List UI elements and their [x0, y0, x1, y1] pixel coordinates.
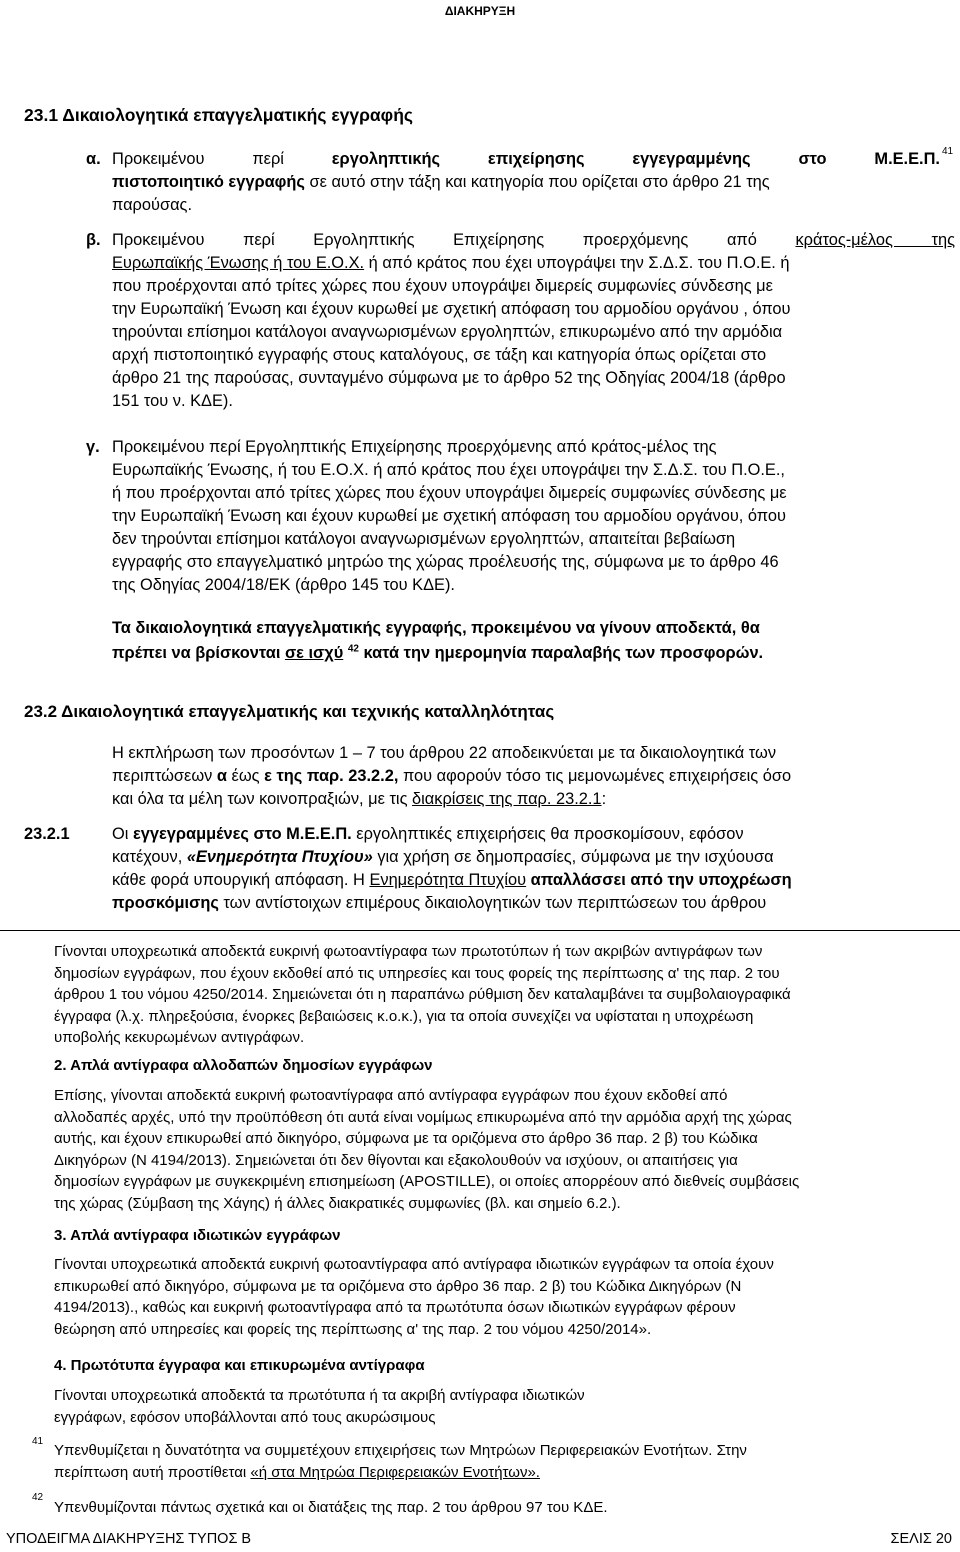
footnote-42: Υπενθυμίζονται πάντως σχετικά και οι διατάξεις της παρ. 2 του άρθρου 97 του ΚΔΕ.	[54, 1499, 608, 1516]
page-header: ΔΙΑΚΗΡΥΞΗ	[444, 4, 516, 18]
footer-page-number: ΣΕΛΙΣ 20	[890, 1531, 952, 1547]
item-b: Προκειμένου περί Εργοληπτικής Επιχείρησης προερχόμενης από κράτος-μέλος της Ευρωπαϊκής Ένωσης ή του Ε.Ο.Χ. ή από κράτος που έχει υπογράψει την Σ.Δ.Σ. του Π.Ο.Ε. ή που προέρχονται από τρίτες χώρες που έχουν υπογράψει διμερείς συμφωνίες σύνδεσης με την Ευρωπαϊκή Ένωση και έχουν κυρωθεί με σχετική απόφαση του αρμοδίου οργάνου , όπου τηρούνται επίσημοι κατάλογοι αναγνωρισμένων εργοληπτών, επικυρωμένο από την αρμόδια αρχή πιστοποιητικό εγγραφής στους καταλόγους, σε τάξη και κατηγορία όπως ορίζεται στο άρθρο 21 της παρούσας, συνταγμένο σύμφωνα με το άρθρο 52 της Οδηγίας 2004/18 (άρθρο 151 του ν. ΚΔΕ).	[112, 231, 956, 410]
footnote-42-number: 42	[32, 1492, 44, 1503]
subsection-23-2-1: Οι εγγεγραμμένες στο Μ.Ε.Ε.Π. εργοληπτικές επιχειρήσεις θα προσκομίσουν, εφόσον κατέχουν, «Ενημερότητα Πτυχίου» για χρήση σε δημοπρασίες, σύμφωνα με την ισχύουσα κάθε φορά υπουργική απόφαση. Η Ενημερότητα Πτυχίου απαλλάσσει από την υποχρέωση προσκόμισης των αντίστοιχων επιμέρους δικαιολογητικών των περιπτώσεων του άρθρου	[112, 825, 792, 912]
item-a: Προκειμένου περί εργοληπτικής επιχείρησης εγγεγραμμένης στο Μ.Ε.Ε.Π. πιστοποιητικό εγγραφής σε αυτό στην τάξη και κατηγορία που ορίζεται στο άρθρο 21 της παρούσας.	[112, 150, 940, 214]
item-b-label: β.	[86, 231, 101, 249]
cont-heading-3: 3. Απλά αντίγραφα ιδιωτικών εγγράφων	[54, 1227, 341, 1244]
cont-para-1: Γίνονται υποχρεωτικά αποδεκτά ευκρινή φωτοαντίγραφα των πρωτοτύπων ή των ακριβών αντιγράφων των δημοσίων εγγράφων, που έχουν εκδοθεί από τις υπηρεσίες και τους φορείς της περίπτωσης α' της παρ. 2 του άρθρου 1 του νόμου 4250/2014. Σημειώνεται ότι η παραπάνω ρύθμιση δεν καταλαμβάνει τα συμβολαιογραφικά έγγραφα (λ.χ. πληρεξούσια, ένορκες βεβαιώσεις κ.ο.κ.), για τα οποία συνεχίζει να υφίσταται η υποχρέωση υποβολής κεκυρωμένων αντιγράφων.	[54, 943, 791, 1046]
footnote-divider	[0, 930, 960, 931]
item-c: Προκειμένου περί Εργοληπτικής Επιχείρησης προερχόμενης από κράτος-μέλος της Ευρωπαϊκής Ένωσης, ή του Ε.Ο.Χ. ή από κράτος που έχει υπογράψει την Σ.Δ.Σ. του Π.Ο.Ε., ή που προέρχονται από τρίτες χώρες που έχουν υπογράψει διμερείς συμφωνίες σύνδεσης με την Ευρωπαϊκή Ένωση και έχουν κυρωθεί με σχετική απόφαση του αρμοδίου οργάνου, όπου δεν τηρούνται επίσημοι κατάλογοι αναγνωρισμένων εργοληπτών, απαιτείται βεβαίωση εγγραφής στο επαγγελματικό μητρώο της χώρας προέλευσής της, σύμφωνα με το άρθρο 46 της Οδηγίας 2004/18/ΕΚ (άρθρο 145 του ΚΔΕ).	[112, 438, 787, 594]
item-a-label: α.	[86, 150, 101, 168]
footnote-ref-41[interactable]: 41	[942, 146, 954, 157]
cont-para-4: Γίνονται υποχρεωτικά αποδεκτά τα πρωτότυπα ή τα ακριβή αντίγραφα ιδιωτικών εγγράφων, εφόσον υποβάλλονται από τους ακυρώσιμους	[54, 1387, 585, 1426]
footnote-41-number: 41	[32, 1436, 44, 1447]
footnote-ref-42[interactable]: 42	[347, 643, 359, 655]
cont-heading-4: 4. Πρωτότυπα έγγραφα και επικυρωμένα αντίγραφα	[54, 1357, 425, 1374]
footer-doc-title: ΥΠΟΔΕΙΓΜΑ ΔΙΑΚΗΡΥΞΗΣ ΤΥΠΟΣ Β	[6, 1531, 252, 1547]
cont-para-3: Γίνονται υποχρεωτικά αποδεκτά ευκρινή φωτοαντίγραφα από αντίγραφα ιδιωτικών εγγράφων τα οποία έχουν επικυρωθεί από δικηγόρο, σύμφωνα με τα οριζόμενα στο άρθρο 36 παρ. 2 β) του Κώδικα Δικηγόρων (Ν 4194/2013)., καθώς και ευκρινή φωτοαντίγραφα από τα πρωτότυπα όσων ιδιωτικών εγγράφων φέρουν θεώρηση από υπηρεσίες και φορείς της περίπτωσης α' της παρ. 2 του νόμου 4250/2014».	[54, 1256, 774, 1338]
link-par-23-2-1[interactable]: διακρίσεις της παρ. 23.2.1	[412, 790, 602, 808]
section-23-2-intro: Η εκπλήρωση των προσόντων 1 – 7 του άρθρου 22 αποδεικνύεται με τα δικαιολογητικά των περιπτώσεων α έως ε της παρ. 23.2.2, που αφορούν τόσο τις μεμονωμένες επιχειρήσεις όσο και όλα τα μέλη των κοινοπραξιών, με τις διακρίσεις της παρ. 23.2.1:	[112, 744, 792, 808]
subsection-23-2-1-number: 23.2.1	[24, 825, 70, 843]
footnote-41: Υπενθυμίζεται η δυνατότητα να συμμετέχουν επιχειρήσεις των Μητρώων Περιφερειακών Ενοτήτων. Στην περίπτωση αυτή προστίθεται «ή στα Μητρώα Περιφερειακών Ενοτήτων».	[54, 1442, 747, 1481]
cont-heading-2: 2. Απλά αντίγραφα αλλοδαπών δημοσίων εγγράφων	[54, 1057, 433, 1074]
section-23-1-heading: 23.1 Δικαιολογητικά επαγγελματικής εγγραφής	[24, 105, 413, 125]
section-23-2-heading: 23.2 Δικαιολογητικά επαγγελματικής και τεχνικής καταλληλότητας	[24, 702, 555, 721]
item-c-label: γ.	[86, 438, 100, 456]
validity-note: Τα δικαιολογητικά επαγγελματικής εγγραφής, προκειμένου να γίνουν αποδεκτά, θα πρέπει να βρίσκονται σε ισχύ $^{42}$ κατά την ημερομηνία παραλαβής των προσφορών.	[112, 619, 764, 662]
cont-para-2: Επίσης, γίνονται αποδεκτά ευκρινή φωτοαντίγραφα από αντίγραφα εγγράφων που έχουν εκδοθεί από αλλοδαπές αρχές, υπό την προϋπόθεση ότι αυτά είναι νομίμως επικυρωμένα από την αρμόδια αρχή της χώρας αυτής, και έχουν επικυρωθεί από δικηγόρο, σύμφωνα με τα οριζόμενα στο άρθρο 36 παρ. 2 β) του Κώδικα Δικηγόρων (Ν 4194/2013). Σημειώνεται ότι δεν θίγονται και εξακολουθούν να ισχύουν, οι απαιτήσεις για δημοσίων εγγράφων με συγκεκριμένη επισημείωση (APOSTILLE), οι οποίες απορρέουν από διεθνείς συμβάσεις της χώρας (Σύμβαση της Χάγης) ή άλλες διακρατικές συμφωνίες (βλ. και σημείο 6.2.).	[54, 1087, 800, 1212]
